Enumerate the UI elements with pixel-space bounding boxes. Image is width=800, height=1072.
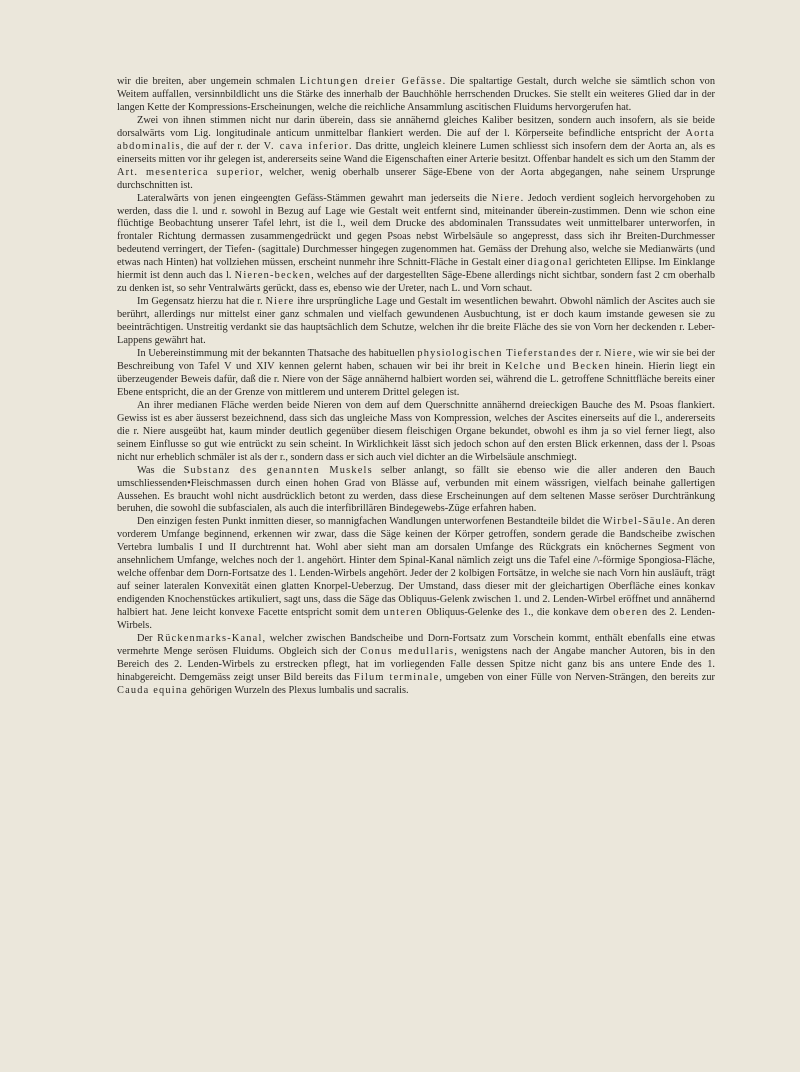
spaced-emphasis-text: Conus medullaris	[360, 645, 455, 657]
spaced-emphasis-text: Niere	[265, 296, 295, 308]
paragraph-9	[117, 633, 715, 698]
paragraph-text: An ihrer medianen Fläche werden beide Nieren von dem auf dem Querschnitte annähernd dreieckigen Bauche des M. Psoas flankiert. Gewiss ist es aber äusserst bezeichnend, dass sich das ungleiche Mass von Kompression, welches der Ascites einerseits auf die l., andererseits die r. Niere ausgeübt hat, kaum minder deutlich gegenüber diesem fleischigen Organe bekundet, obwohl es ihm ja so viel ferner liegt, also seinem Einflusse so gut wie entrückt zu sein scheint. In Wirklichkeit lässt sich jedoch schon auf den ersten Blick erkennen, dass der l. Psoas nicht nur erheblich schmäler ist als der r., sondern dass er sich auch viel dichter an die Wirbelsäule anschmiegt.	[117, 399, 715, 463]
paragraph-7	[117, 465, 715, 517]
spaced-emphasis-text: Aorta abdominalis	[117, 127, 715, 152]
paragraph-text: hinein. Hierin liegt ein überzeugender Beweis dafür, daß die r. Niere von der Säge annähernd halbiert worden sei, während die L. getroffene Schnittfläche bereits einer Ebene entspricht, die an der Grenze von mittlerem und unterem Drittel gelegen ist.	[117, 360, 716, 398]
paragraph-text: . Die spaltartige Gestalt, durch welche sie sämtlich schon von Weitem auffallen, versinnbildlicht uns die Stärke des innerhalb der Bauchhöhle herrschenden Druckes. Sie stellt ein weiteres Glied dar in der langen Kette der Kompressions-Erscheinungen, welche die reichliche Ansammlung ascitischen Fluidums hervorgerufen hat.	[117, 76, 715, 113]
paragraph-text: wir die breiten, aber ungemein schmalen	[117, 76, 300, 87]
spaced-emphasis-text: Rückenmarks-Kanal	[157, 632, 263, 644]
spaced-emphasis-text: Filum terminale	[353, 671, 440, 683]
paragraph-text: . Jedoch verdient sogleich hervorgehoben zu werden, dass die l. und r. sowohl in Bezug auf Lage wie Gestalt weit entfernt sind, miteinander überein-zustimmen. Denn wie schon eine flüchtige Beobachtung unserer Tafel lehrt, ist die l., weil dem Drucke des abdominalen Transsudates weit unmittelbarer unterworfen, in frontaler Richtung dermassen zusammengedrückt und gegen Psoas nebst Wirbelsäule so angepresst, dass sich ihr Breiten-Durchmesser bedeutend verringert, der Tiefen- (sagittale) Durchmesser hingegen zugenommen hat. Gemäss der Drehung also, welche sie Medianwärts (und etwas nach Hinten) hat vollziehen müssen, erscheint nunmehr ihre Schnitt-Fläche in Gestalt einer	[117, 192, 715, 269]
paragraph-text: , welcher, wenig oberhalb unserer Säge-Ebene von der Aorta abgegangen, nahe seinem Ursprunge durchschnitten ist.	[117, 166, 715, 191]
spaced-emphasis-text: unteren	[383, 607, 423, 619]
paragraph-text: , welcher zwischen Bandscheibe und Dorn-Fortsatz zum Vorschein kommt, enthält ebenfalls eine etwas vermehrte Menge serösen Fluidums. Obgleich sich der	[117, 632, 716, 657]
spaced-emphasis-text: Cauda equina	[117, 684, 188, 696]
paragraph-6	[117, 400, 715, 465]
paragraph-text: der r.	[577, 348, 604, 360]
paragraph-text: Was die	[137, 464, 184, 476]
paragraph-text: , wenigstens nach der Angabe mancher Autoren, bis in den Bereich des 2. Lenden-Wirbels zu erstrecken pflegt, hat im vorliegenden Falle dessen Spitze nicht ganz bis ans untere Ende des 1. hinabgereicht. Demgemäss zeigt unser Bild bereits das	[117, 645, 716, 683]
paragraph-text: . Das dritte, ungleich kleinere Lumen schliesst sich insofern dem der Aorta an, als es einerseits mitten vor ihr gelegen ist, andererseits seine Wand die Eigenschaften einer Arterie besitzt. Offenbar handelt es sich um den Stamm der	[117, 140, 716, 165]
spaced-emphasis-text: V. cava inferior	[263, 140, 350, 152]
spaced-emphasis-text: Wirbel-Säule	[602, 516, 672, 528]
paragraph-text: Den einzigen festen Punkt inmitten dieser, so mannigfachen Wandlungen unterworfenen Bestandteile bildet die	[137, 516, 603, 528]
spaced-emphasis-text: Art. mesenterica superior	[117, 166, 260, 178]
paragraph-text: ihre ursprüngliche Lage und Gestalt im wesentlichen bewahrt. Obwohl nämlich der Ascites auch sie berührt, allerdings nur mittelst einer ganz schmalen und vielfach gewundenen Ausbuchtung, ist er doch kaum imstande gewesen sie zu beeinträchtigen. Unstreitig verdankt sie das hauptsächlich dem Schutze, welchen ihr die breite Fläche des sie von Vorn her deckenden r. Leber-Lappens gewährt hat.	[117, 296, 715, 347]
paragraph-text: . An deren vorderem Umfange beginnend, erkennen wir zwar, dass die Säge keinen der Körper getroffen, sondern gerade die Bandscheibe zwischen Vertebra lumbalis I und II durchtrennt hat. Wohl aber sieht man am dorsalen Umfange des Rückgrats ein knöchernes Segment von ansehnlichem Umfange, welches noch der 1. angehört. Hinter dem Spinal-Kanal nämlich zeigt uns die Tafel eine /\-förmige Spongiosa-Fläche, welche offenbar dem Dorn-Fortsatze des 1. Lenden-Wirbels angehört. Jeder der 2 kolbigen Fortsätze, in welche sie nach Vorn hin ausläuft, trägt auf seiner lateralen Konvexität einen glatten Knorpel-Ueberzug. Der Umstand, dass dieser mit der gleichartigen Oberfläche eines konkav endigenden Knochenstückes artikuliert, sagt uns, dass die Säge das Obliquus-Gelenk zwischen 1. und 2. Lenden-Wirbel eröffnet und annähernd halbiert hat. Jene leicht konvexe Facette entspricht somit dem	[117, 516, 715, 619]
paragraph-text: , wie wir sie bei der Beschreibung von Tafel V und XIV kennen gelernt haben, schauen wir bei ihr breit in	[117, 348, 715, 372]
spaced-emphasis-text: Kelche und Becken	[504, 360, 611, 372]
paragraph-text: selber anlangt, so fällt sie ebenso wie die aller anderen den Bauch umschliessenden•Fleischmassen durch einen hohen Grad von Blässe auf, verbunden mit einem wässrigen, vielfach beinahe gallertigen Aussehen. Es braucht wohl nicht ausdrücklich betont zu werden, dass diese Erscheinungen auf dem seltenen Masse seröser Durchtränkung beruhen, die sowohl die subfascialen, als auch die interfibrillären Bindegewebs-Züge erfahren haben.	[117, 464, 715, 515]
paragraph-text: , welches auf der dargestellten Säge-Ebene allerdings nicht sichtbar, sondern fast 2 cm oberhalb zu denken ist, so sehr Ventralwärts gerückt, dass es, ebenso wie der Ureter, nach L. und Vorn schaut.	[117, 270, 715, 295]
body-text	[117, 76, 715, 698]
paragraph-text: Der	[137, 632, 158, 644]
paragraph-4	[117, 296, 715, 348]
paragraph-text: , umgeben von einer Fülle von Nerven-Strängen, den bereits zur	[439, 671, 715, 683]
spaced-emphasis-text: oberen	[613, 607, 649, 619]
paragraph-5	[117, 348, 715, 400]
paragraph-8	[117, 516, 715, 633]
spaced-emphasis-text: Niere	[603, 348, 633, 360]
spaced-emphasis-text: Substanz des genannten Muskels	[183, 464, 373, 476]
paragraph-text: Lateralwärts von jenen eingeengten Gefäss-Stämmen gewahrt man jederseits die	[137, 192, 492, 204]
paragraph-3	[117, 193, 715, 297]
paragraph-1	[117, 76, 715, 115]
spaced-emphasis-text: Nieren-becken	[234, 270, 312, 282]
paragraph-text: gehörigen Wurzeln des Plexus lumbalis und sacralis.	[187, 684, 409, 696]
paragraph-text: des 2. Lenden-Wirbels.	[117, 607, 716, 632]
spaced-emphasis-text: Lichtungen dreier Gefässe	[299, 76, 443, 87]
paragraph-2	[117, 115, 715, 193]
paragraph-text: gerichteten Ellipse. Im Einklange hiermit ist denn auch das l.	[117, 257, 716, 282]
paragraph-text: , die auf der r. der	[180, 140, 264, 152]
paragraph-text: In Uebereinstimmung mit der bekannten Thatsache des habituellen	[137, 348, 418, 360]
paragraph-text: Zwei von ihnen stimmen nicht nur darin überein, dass sie annähernd gleiches Kaliber besitzen, sondern auch insofern, als sie beide dorsalwärts vom Lig. longitudinale anticum unmittelbar flankiert werden. Die auf der l. Körperseite befindliche entspricht der	[117, 114, 715, 139]
spaced-emphasis-text: diagonal	[527, 257, 573, 269]
paragraph-text: Obliquus-Gelenke des 1., die konkave dem	[422, 607, 614, 619]
paragraph-text: Im Gegensatz hierzu hat die r.	[137, 296, 266, 308]
spaced-emphasis-text: Niere	[491, 192, 521, 204]
spaced-emphasis-text: physiologischen Tieferstandes	[417, 348, 578, 360]
